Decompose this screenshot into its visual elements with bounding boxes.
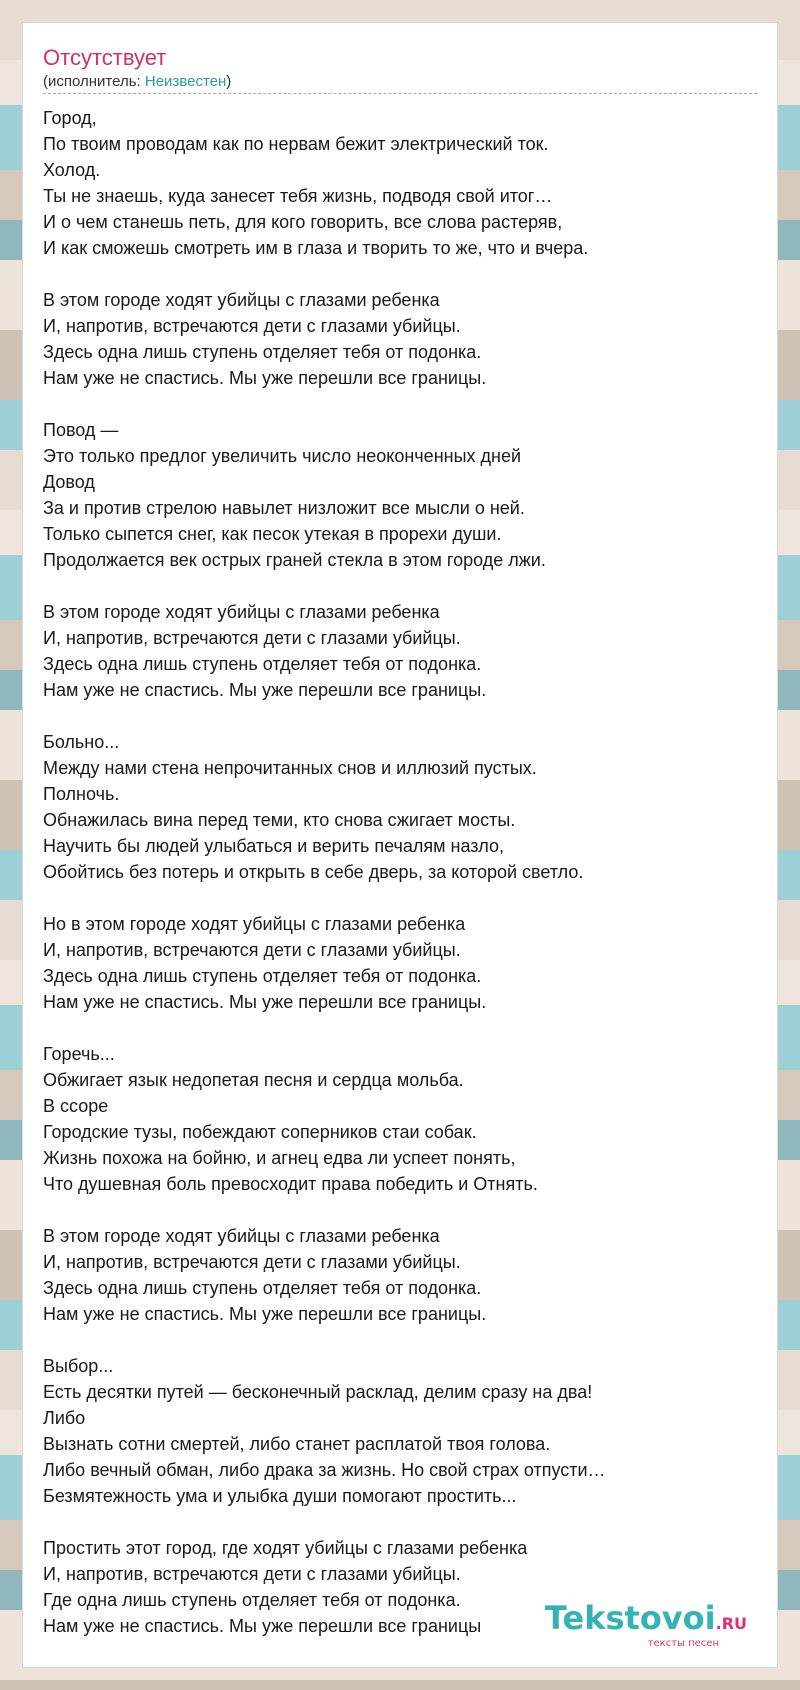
lyrics-line: Горечь... bbox=[43, 1044, 115, 1064]
artist-link[interactable]: Неизвестен bbox=[144, 73, 227, 90]
lyrics-line: В ссоре bbox=[43, 1096, 109, 1116]
lyrics-stanza bbox=[43, 1223, 757, 1327]
lyrics-line: Довод bbox=[43, 472, 95, 492]
lyrics-line: Здесь одна лишь ступень отделяет тебя от подонка. bbox=[43, 654, 482, 674]
logo-tagline: тексты песен bbox=[647, 1638, 719, 1649]
lyrics-line: Обжигает язык недопетая песня и сердца мольба. bbox=[43, 1070, 464, 1090]
lyrics-line: Больно... bbox=[43, 732, 120, 752]
artist-prefix: (исполнитель: bbox=[43, 73, 145, 90]
lyrics-stanza bbox=[43, 729, 757, 885]
lyrics-stanza bbox=[43, 1041, 757, 1197]
lyrics-line: В этом городе ходят убийцы с глазами ребенка bbox=[43, 290, 440, 310]
lyrics-line: За и против стрелою навылет низложит все мысли о ней. bbox=[43, 498, 525, 518]
lyrics-line: Либо bbox=[43, 1408, 86, 1428]
lyrics-stanza bbox=[43, 417, 757, 573]
lyrics-text bbox=[43, 105, 757, 1665]
lyrics-line: Нам уже не спастись. Мы уже перешли все границы. bbox=[43, 992, 487, 1012]
lyrics-stanza bbox=[43, 1353, 757, 1509]
lyrics-line: В этом городе ходят убийцы с глазами ребенка bbox=[43, 602, 440, 622]
lyrics-line: И как сможешь смотреть им в глаза и творить то же, что и вчера. bbox=[43, 238, 589, 258]
lyrics-line: Где одна лишь ступень отделяет тебя от подонка. bbox=[43, 1590, 461, 1610]
lyrics-line: Выбор... bbox=[43, 1356, 114, 1376]
lyrics-line: Нам уже не спастись. Мы уже перешли все границы. bbox=[43, 1304, 487, 1324]
lyrics-line: И, напротив, встречаются дети с глазами убийцы. bbox=[43, 1252, 461, 1272]
lyrics-line: Холод. bbox=[43, 160, 101, 180]
lyrics-line: Жизнь похожа на бойню, и агнец едва ли успеет понять, bbox=[43, 1148, 516, 1168]
lyrics-stanza bbox=[43, 105, 757, 261]
lyrics-line: И о чем станешь петь, для кого говорить, все слова растеряв, bbox=[43, 212, 563, 232]
song-title: Отсутствует bbox=[43, 45, 167, 70]
lyrics-line: По твоим проводам как по нервам бежит электрический ток. bbox=[43, 134, 549, 154]
artist-line bbox=[43, 73, 231, 90]
lyrics-line: И, напротив, встречаются дети с глазами убийцы. bbox=[43, 940, 461, 960]
lyrics-line: Продолжается век острых граней стекла в этом городе лжи. bbox=[43, 550, 546, 570]
title-divider bbox=[43, 93, 757, 94]
logo-tld: .RU bbox=[715, 1614, 747, 1633]
lyrics-line: Повод — bbox=[43, 420, 119, 440]
lyrics-line: Между нами стена непрочитанных снов и иллюзий пустых. bbox=[43, 758, 537, 778]
lyrics-line: Обойтись без потерь и открыть в себе дверь, за которой светло. bbox=[43, 862, 584, 882]
lyrics-line: И, напротив, встречаются дети с глазами убийцы. bbox=[43, 1564, 461, 1584]
lyrics-line: Ты не знаешь, куда занесет тебя жизнь, подводя свой итог… bbox=[43, 186, 553, 206]
lyrics-line: Нам уже не спастись. Мы уже перешли все границы bbox=[43, 1616, 482, 1636]
lyrics-line: Город, bbox=[43, 108, 97, 128]
lyrics-line: Здесь одна лишь ступень отделяет тебя от подонка. bbox=[43, 1278, 482, 1298]
artist-suffix: ) bbox=[226, 73, 232, 90]
lyrics-line: Простить этот город, где ходят убийцы с глазами ребенка bbox=[43, 1538, 528, 1558]
lyrics-stanza bbox=[43, 911, 757, 1015]
lyrics-line: В этом городе ходят убийцы с глазами ребенка bbox=[43, 1226, 440, 1246]
lyrics-line: Только сыпется снег, как песок утекая в прорехи души. bbox=[43, 524, 502, 544]
lyrics-line: Есть десятки путей — бесконечный расклад, делим сразу на два! bbox=[43, 1382, 593, 1402]
lyrics-stanza bbox=[43, 287, 757, 391]
lyrics-line: Это только предлог увеличить число неоконченных дней bbox=[43, 446, 522, 466]
lyrics-line: Безмятежность ума и улыбка души помогают простить... bbox=[43, 1486, 517, 1506]
lyrics-line: Нам уже не спастись. Мы уже перешли все границы. bbox=[43, 368, 487, 388]
lyrics-line: И, напротив, встречаются дети с глазами убийцы. bbox=[43, 316, 461, 336]
lyrics-line: Но в этом городе ходят убийцы с глазами ребенка bbox=[43, 914, 466, 934]
lyrics-line: Городские тузы, побеждают соперников стаи собак. bbox=[43, 1122, 477, 1142]
lyrics-line: Либо вечный обман, либо драка за жизнь. Но свой страх отпусти… bbox=[43, 1460, 606, 1480]
site-logo[interactable] bbox=[544, 1599, 747, 1649]
lyrics-line: И, напротив, встречаются дети с глазами убийцы. bbox=[43, 628, 461, 648]
lyrics-stanza bbox=[43, 599, 757, 703]
lyrics-line: Научить бы людей улыбаться и верить печалям назло, bbox=[43, 836, 505, 856]
lyrics-line: Здесь одна лишь ступень отделяет тебя от подонка. bbox=[43, 342, 482, 362]
logo-name: Tekstovoi bbox=[544, 1599, 716, 1637]
lyrics-line: Нам уже не спастись. Мы уже перешли все границы. bbox=[43, 680, 487, 700]
lyrics-line: Здесь одна лишь ступень отделяет тебя от подонка. bbox=[43, 966, 482, 986]
lyrics-line: Что душевная боль превосходит права победить и Отнять. bbox=[43, 1174, 538, 1194]
lyrics-line: Полночь. bbox=[43, 784, 120, 804]
lyrics-line: Вызнать сотни смертей, либо станет расплатой твоя голова. bbox=[43, 1434, 551, 1454]
lyrics-card bbox=[22, 22, 778, 1668]
lyrics-line: Обнажилась вина перед теми, кто снова сжигает мосты. bbox=[43, 810, 516, 830]
